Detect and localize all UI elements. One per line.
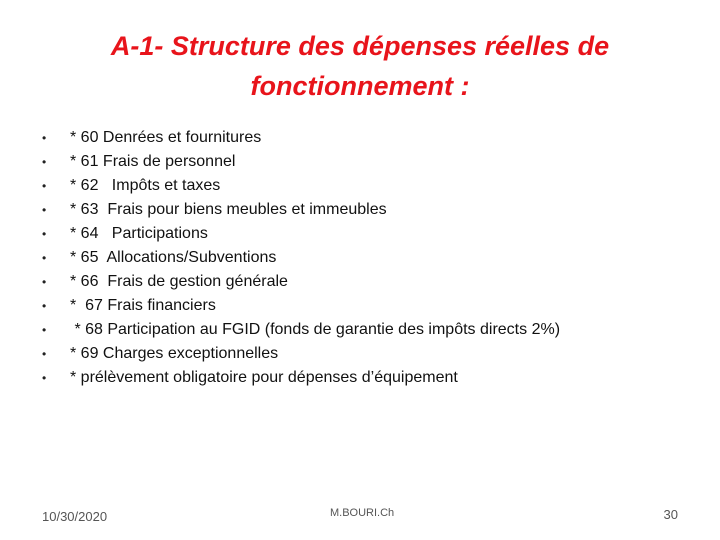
list-item-text: * 68 Participation au FGID (fonds de garantie des impôts directs 2%) [70,321,561,338]
bullet-icon: • [42,371,47,385]
bullet-icon: • [42,203,47,217]
bullet-icon: • [42,323,47,337]
title-line-1: A-1- Structure des dépenses réelles de [110,31,610,61]
bullet-icon: • [42,347,47,361]
bullet-icon: • [42,155,47,169]
list-item-text: * 64 Participations [70,225,208,242]
bullet-icon: • [42,227,47,241]
bullet-icon: • [42,131,47,145]
bullet-icon: • [42,251,47,265]
footer-date: 10/30/2020 [42,509,108,524]
list-item-text: * 69 Charges exceptionnelles [70,345,279,362]
list-item-text: * 62 Impôts et taxes [70,177,221,194]
list-item-text: * 65 Allocations/Subventions [70,249,277,266]
title-line-2: fonctionnement : [250,71,470,101]
footer-author: M.BOURI.Ch [330,507,395,519]
slide-title [40,26,680,106]
list-item-text: * 66 Frais de gestion générale [70,273,288,290]
bullet-icon: • [42,179,47,193]
list-item-text: * 61 Frais de personnel [70,153,236,170]
bullet-icon: • [42,299,47,313]
page-number: 30 [663,507,678,522]
list-item-text: * 63 Frais pour biens meubles et immeubles [70,201,387,218]
bullet-icon: • [42,275,47,289]
list-item-text: * prélèvement obligatoire pour dépenses d’équipement [70,369,458,386]
list-item-text: * 60 Denrées et fournitures [70,129,262,146]
list-item-text: * 67 Frais financiers [70,297,216,314]
